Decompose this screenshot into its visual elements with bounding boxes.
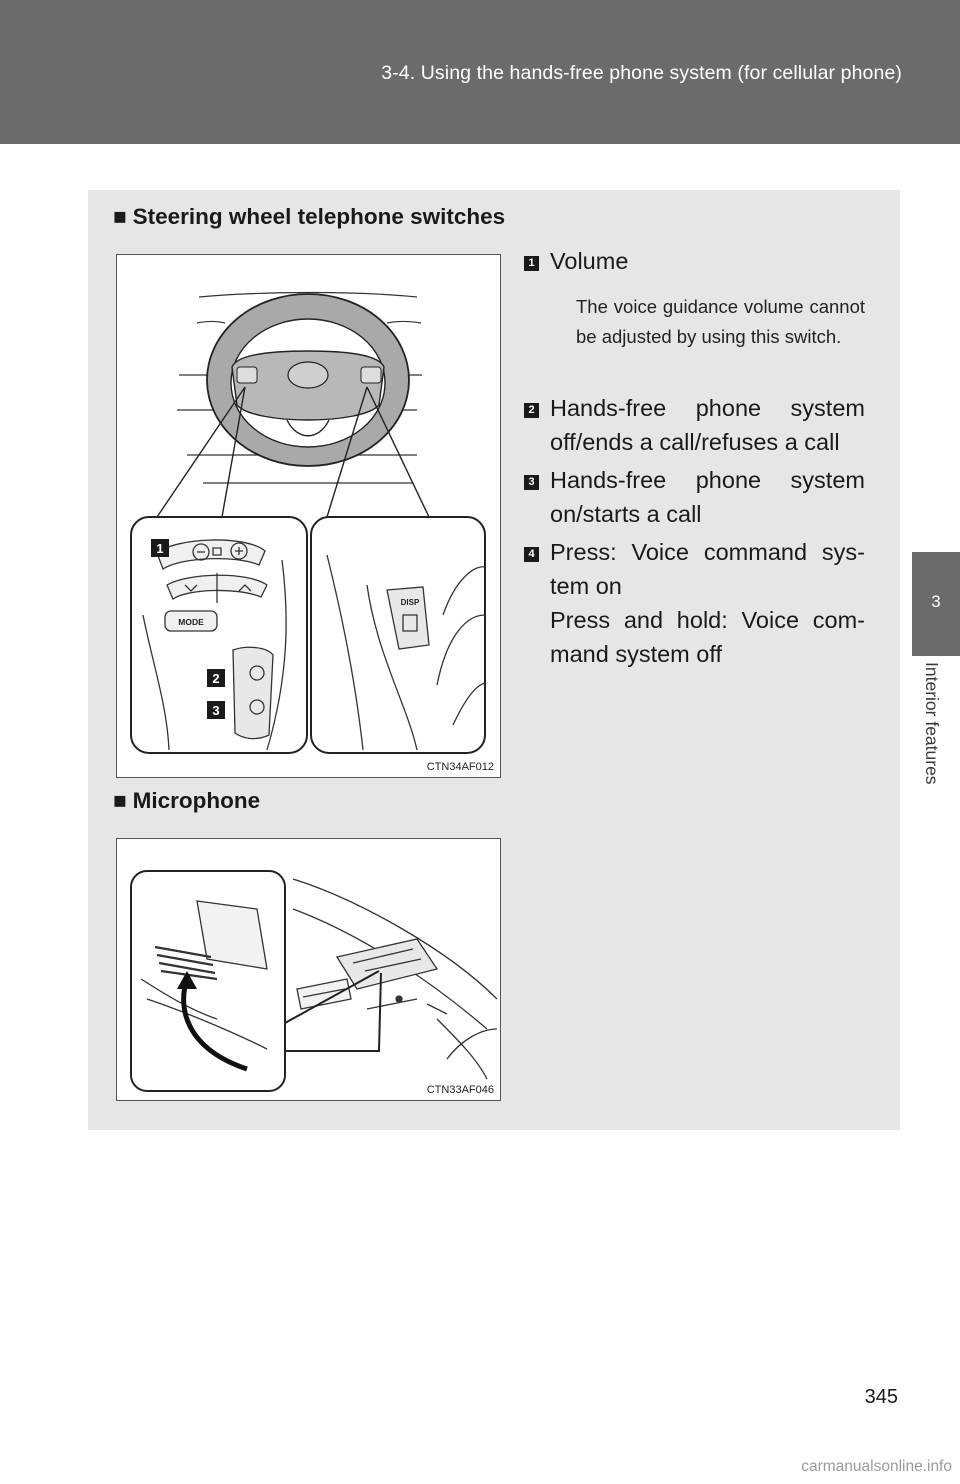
chapter-number: 3 [931,592,941,611]
item-text: Press: Voice command sys-tem on [550,539,865,599]
header-title: 3-4. Using the hands-free phone system (for cellular phone) [381,62,902,84]
page-number: 345 [864,1386,898,1408]
square-bullet-icon: ■ [113,204,127,229]
item-number-badge: 4 [524,547,539,562]
list-item [528,535,865,671]
list-item [528,463,865,531]
item-text: Volume [550,248,629,274]
section-heading-steering [113,204,505,230]
item-number-badge: 1 [524,256,539,271]
callout-1: 1 [156,541,164,556]
steering-switch-figure [116,254,501,778]
steering-wheel-illustration [117,255,500,777]
item-text-secondary: Press and hold: Voice com-mand system off [550,607,865,667]
page-header [0,0,960,144]
item-number-badge: 2 [524,403,539,418]
chapter-label: Interior features [922,662,942,785]
callout-3: 3 [212,703,220,718]
chapter-tab [912,552,960,656]
microphone-illustration [117,839,500,1100]
list-item [528,244,868,278]
section-heading-text: Steering wheel telephone switches [132,204,506,229]
item-text: Hands-free phone system on/starts a call [550,467,865,527]
section-heading-text: Microphone [132,788,261,813]
watermark: carmanualsonline.info [801,1458,952,1475]
square-bullet-icon: ■ [113,788,127,813]
callout-2: 2 [212,671,220,686]
figure-code: CTN33AF046 [426,1084,494,1096]
item-note [576,292,865,351]
list-item [528,391,865,459]
figure-code: CTN34AF012 [426,761,494,773]
microphone-figure [116,838,501,1101]
section-heading-microphone [113,788,260,814]
item-number-badge: 3 [524,475,539,490]
disp-button-label: DISP [400,598,420,607]
item-text: Hands-free phone system off/ends a call/refuses a call [550,395,865,455]
mode-button-label: MODE [178,617,204,627]
item-note-text: The voice guidance volume cannot be adjusted by using this switch. [576,296,865,347]
